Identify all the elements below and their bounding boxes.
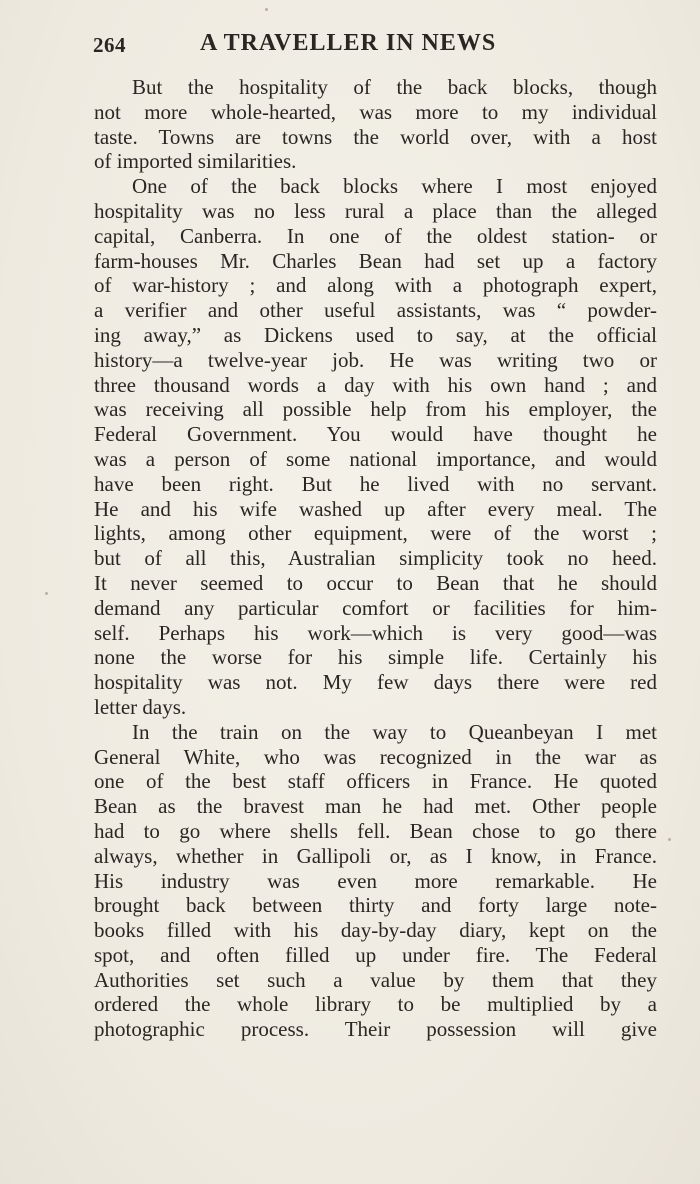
text-line: His industry was even more remarkable. He [94, 868, 657, 893]
text-line: Federal Government. You would have thought he [94, 422, 657, 447]
text-line: but of all this, Australian simplicity took no heed. [94, 546, 657, 571]
text-line: a verifier and other useful assistants, was “ powder- [94, 298, 657, 323]
paper-speck [45, 592, 48, 595]
page-number: 264 [93, 33, 126, 57]
text-line: One of the back blocks where I most enjoyed [132, 174, 657, 199]
text-line: have been right. But he lived with no servant. [94, 471, 657, 496]
text-line: It never seemed to occur to Bean that he should [94, 570, 657, 595]
text-line: of war-history ; and along with a photograph expert, [94, 273, 657, 298]
text-line: hospitality was no less rural a place than the alleged [94, 198, 657, 223]
page-header [93, 30, 663, 60]
text-line: letter days. [94, 694, 187, 719]
body-text [94, 75, 657, 1042]
text-line: self. Perhaps his work—which is very good—was [94, 620, 657, 645]
text-line: three thousand words a day with his own hand ; and [94, 372, 657, 397]
text-line: of imported similarities. [94, 149, 297, 174]
text-line: one of the best staff officers in France. He quoted [94, 769, 657, 794]
text-line: always, whether in Gallipoli or, as I know, in France. [94, 843, 657, 868]
text-line: brought back between thirty and forty large note- [94, 893, 657, 918]
text-line: ordered the whole library to be multiplied by a [94, 992, 657, 1017]
text-line: ing away,” as Dickens used to say, at the official [94, 322, 657, 347]
text-line: was a person of some national importance, and would [94, 446, 657, 471]
paper-speck [265, 8, 268, 11]
text-line: none the worse for his simple life. Certainly his [94, 645, 657, 670]
text-line: farm-houses Mr. Charles Bean had set up a factory [94, 248, 657, 273]
text-line: books filled with his day-by-day diary, kept on the [94, 918, 657, 943]
text-line: General White, who was recognized in the war as [94, 744, 657, 769]
running-head: A TRAVELLER IN NEWS [200, 30, 497, 56]
text-line: was receiving all possible help from his employer, the [94, 397, 657, 422]
text-line: Bean as the bravest man he had met. Other people [94, 794, 657, 819]
text-line: demand any particular comfort or facilities for him- [94, 595, 657, 620]
text-line: had to go where shells fell. Bean chose to go there [94, 818, 657, 843]
text-line: capital, Canberra. In one of the oldest station- or [94, 223, 657, 248]
text-line: taste. Towns are towns the world over, with a host [94, 124, 657, 149]
text-line: lights, among other equipment, were of the worst ; [94, 521, 657, 546]
text-line: Authorities set such a value by them that they [94, 967, 657, 992]
text-line: not more whole-hearted, was more to my individual [94, 99, 657, 124]
text-line: In the train on the way to Queanbeyan I met [132, 719, 657, 744]
text-line: He and his wife washed up after every meal. The [94, 496, 657, 521]
text-line: spot, and often filled up under fire. The Federal [94, 942, 657, 967]
text-line: But the hospitality of the back blocks, though [132, 75, 657, 99]
text-line: photographic process. Their possession will give [94, 1017, 657, 1042]
text-line: history—a twelve-year job. He was writing two or [94, 347, 657, 372]
paper-speck [668, 838, 671, 841]
text-line: hospitality was not. My few days there were red [94, 670, 657, 695]
